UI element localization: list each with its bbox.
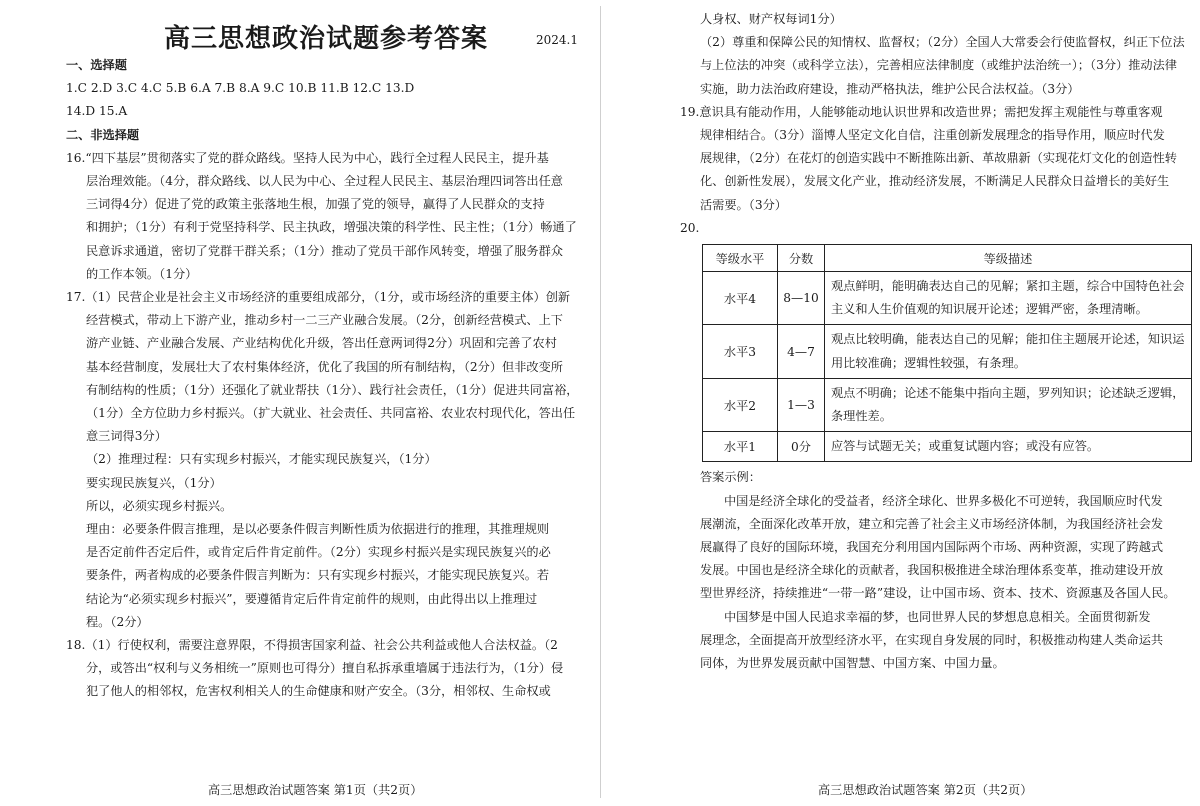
table-row: [703, 272, 1192, 325]
level-cell: 水平4: [703, 272, 778, 325]
text-line: 意三词得3分）: [86, 429, 167, 444]
text-line: 分，或答出“权利与义务相统一”原则也可得分）擅自私拆承重墙属于违法行为，（1分）侵: [86, 661, 564, 676]
description-cell: 观点比较明确，能表达自己的见解；能扣住主题展开论述，知识运用比较准确；逻辑性较强，有条理。: [825, 325, 1192, 378]
example-text-line: 展潮流，全面深化改革开放，建立和完善了社会主义市场经济体制，为我国经济社会发: [700, 516, 1164, 531]
text-line: 人身权、财产权每词1分）: [700, 12, 842, 26]
header-score: 分数: [778, 245, 825, 272]
text-line: 三词得4分）促进了党的政策主张落地生根，加强了党的领导，赢得了人民群众的支持: [86, 197, 545, 212]
text-line: 17.（1）民营企业是社会主义市场经济的重要组成部分，（1分，或市场经济的重要主体）创新: [66, 290, 571, 305]
text-line: 基本经营制度，发展壮大了农村集体经济，优化了我国的所有制结构，（2分）但非改变所: [86, 359, 563, 374]
text-line: 犯了他人的相邻权，危害权利相关人的生命健康和财产安全。（3分，相邻权、生命权或: [86, 684, 551, 699]
text-line: 化、创新性发展），发展文化产业，推动经济发展，不断满足人民群众日益增长的美好生: [700, 174, 1170, 189]
text-line: （2）推理过程：只有实现乡村振兴，才能实现民族复兴，（1分）: [86, 452, 437, 467]
text-line: 14.D 15.A: [66, 104, 128, 119]
score-cell: 1—3: [778, 378, 825, 431]
grading-table-header: [703, 245, 1192, 272]
description-cell: 观点鲜明，能明确表达自己的见解；紧扣主题，综合中国特色社会主义和人生价值观的知识展开论述；逻辑严密，条理清晰。: [825, 272, 1192, 325]
text-line: 所以，必须实现乡村振兴。: [86, 498, 233, 513]
text-line: 要实现民族复兴，（1分）: [86, 475, 222, 490]
text-line: 的工作本领。（1分）: [86, 266, 198, 281]
text-line: 游产业链、产业融合发展、产业结构优化升级，答出任意两词得2分）巩固和完善了农村: [86, 336, 557, 351]
description-cell: 观点不明确；论述不能集中指向主题，罗列知识；论述缺乏逻辑，条理性差。: [825, 378, 1192, 431]
level-cell: 水平2: [703, 378, 778, 431]
page-1-body: [66, 54, 578, 704]
page-2: [600, 0, 1200, 806]
score-cell: 8—10: [778, 272, 825, 325]
text-line: 民意诉求通道，密切了党群干群关系；（1分）推动了党员干部作风转变，增强了服务群众: [86, 243, 563, 258]
title-row: [66, 14, 578, 54]
text-line: 19.意识具有能动作用，人能够能动地认识世界和改造世界；需把发挥主观能性与尊重客观: [680, 104, 1163, 119]
text-line: 实施，助力法治政府建设，推动严格执法，维护公民合法权益。（3分）: [700, 81, 1080, 96]
document-date: 2024.1: [536, 33, 578, 47]
level-cell: 水平1: [703, 432, 778, 462]
text-line: 经营模式，带动上下游产业，推动乡村一二三产业融合发展。（2分，创新经营模式、上下: [86, 313, 563, 328]
text-line: （1分）全方位助力乡村振兴。（扩大就业、社会责任、共同富裕、农业农村现代化，答出任: [86, 406, 576, 421]
text-line: 结论为“必须实现乡村振兴”，要遵循肯定后件肯定前件的规则，由此得出以上推理过: [86, 591, 538, 606]
section-heading: 二、非选择题: [66, 127, 140, 142]
text-line: 1.C 2.D 3.C 4.C 5.B 6.A 7.B 8.A 9.C 10.B 11.B 12.C 13.D: [66, 81, 415, 96]
answer-example: [680, 490, 1188, 676]
example-text-line: 型世界经济，持续推进“一带一路”建设，让中国市场、资本、技术、资源惠及各国人民。: [700, 586, 1176, 601]
level-cell: 水平3: [703, 325, 778, 378]
table-row: [703, 325, 1192, 378]
page-1-footer: 高三思想政治试题答案 第1页（共2页）: [208, 783, 423, 797]
document-title: 高三思想政治试题参考答案: [164, 24, 489, 54]
text-line: 要条件，两者构成的必要条件假言判断为：只有实现乡村振兴，才能实现民族复兴。若: [86, 568, 550, 583]
text-line: 18.（1）行使权利，需要注意界限，不得损害国家利益、社会公共利益或他人合法权益。（2: [66, 638, 558, 653]
example-text-line: 发展。中国也是经济全球化的贡献者，我国积极推进全球治理体系变革，推动建设开放: [700, 563, 1164, 578]
description-cell: 应答与试题无关；或重复试题内容；或没有应答。: [825, 432, 1192, 462]
header-level: 等级水平: [703, 245, 778, 272]
example-label: 答案示例：: [700, 470, 761, 485]
text-line: 20.: [680, 220, 700, 235]
text-line: 理由：必要条件假言推理，是以必要条件假言判断性质为依据进行的推理，其推理规则: [86, 522, 550, 537]
header-description: 等级描述: [825, 245, 1192, 272]
page-2-body: [680, 8, 1188, 240]
section-heading: 一、选择题: [66, 58, 127, 72]
example-text-line: 展赢得了良好的国际环境，我国充分利用国内国际两个市场、两种资源，实现了跨越式: [700, 540, 1164, 555]
score-cell: 0分: [778, 432, 825, 462]
example-text-line: 中国是经济全球化的受益者，经济全球化、世界多极化不可逆转，我国顺应时代发: [724, 493, 1163, 508]
text-line: 程。（2分）: [86, 614, 149, 629]
text-line: 有制结构的性质；（1分）还强化了就业帮扶（1分）、践行社会责任，（1分）促进共同富裕，: [86, 382, 578, 397]
table-row: [703, 378, 1192, 431]
text-line: 和拥护；（1分）有利于党坚持科学、民主执政，增强决策的科学性、民主性；（1分）畅通了: [86, 220, 577, 235]
score-cell: 4—7: [778, 325, 825, 378]
text-line: 是否定前件否定后件，或肯定后件肯定前件。（2分）实现乡村振兴是实现民族复兴的必: [86, 545, 551, 560]
text-line: 16.“四下基层”贯彻落实了党的群众路线。坚持人民为中心，践行全过程人民民主，提升基: [66, 150, 549, 165]
text-line: 规律相结合。（3分）淄博人坚定文化自信，注重创新发展理念的指导作用，顺应时代发: [700, 128, 1165, 143]
grading-table: [702, 244, 1192, 462]
example-text-line: 展理念，全面提高开放型经济水平，在实现自身发展的同时，积极推动构建人类命运共: [700, 632, 1164, 647]
text-line: 展规律，（2分）在花灯的创造实践中不断推陈出新、革故鼎新（实现花灯文化的创造性转: [700, 151, 1177, 166]
text-line: 活需要。（3分）: [700, 197, 787, 212]
example-text-line: 同体，为世界发展贡献中国智慧、中国方案、中国力量。: [700, 656, 1005, 671]
example-text-line: 中国梦是中国人民追求幸福的梦，也同世界人民的梦想息息相关。全面贯彻新发: [724, 609, 1151, 624]
text-line: 与上位法的冲突（或科学立法），完善相应法律制度（或维护法治统一）；（3分）推动法律: [700, 58, 1177, 73]
text-line: 层治理效能。（4分，群众路线、以人民为中心、全过程人民民主、基层治理四词答出任意: [86, 174, 563, 189]
page-2-footer: 高三思想政治试题答案 第2页（共2页）: [818, 783, 1033, 797]
table-row: [703, 432, 1192, 462]
text-line: （2）尊重和保障公民的知情权、监督权；（2分）全国人大常委会行使监督权，纠正下位法: [700, 35, 1185, 50]
